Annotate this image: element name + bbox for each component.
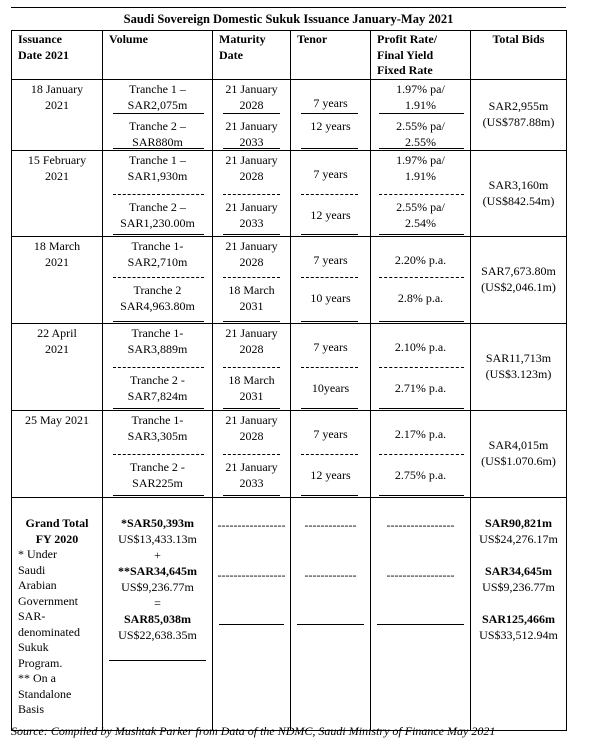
separator-line (379, 321, 464, 322)
volume-a: *SAR50,393m (120, 516, 194, 530)
separator-line (223, 234, 280, 235)
tranche-1-maturity: 21 January 2028 (225, 239, 278, 269)
tranche-2-volume: Tranche 2 - SAR7,824m (127, 373, 188, 403)
cell-box (213, 80, 290, 150)
dashed-separator (223, 454, 280, 455)
placeholder-dashes-1: ----------------- (217, 518, 286, 532)
dashed-separator (113, 367, 204, 368)
placeholder-dashes-1: ----------------- (386, 518, 455, 532)
tranche-1-tenor: 7 years (313, 427, 348, 441)
dashed-separator (223, 367, 280, 368)
volume-total: SAR85,038m (123, 612, 191, 626)
tranche-1-rate: 2.20% p.a. (394, 253, 447, 267)
separator-line (113, 495, 204, 496)
volume-cell (103, 80, 213, 151)
profit-rate-cell (371, 411, 471, 498)
total-bids-cell (471, 324, 567, 411)
tranche-1-tenor: 7 years (313, 253, 348, 267)
profit-rate-cell (371, 237, 471, 324)
issuance-date: 18 January 2021 (30, 82, 84, 112)
separator-line (301, 234, 358, 235)
volume-b: **SAR34,645m (117, 564, 197, 578)
dashed-separator (301, 194, 358, 195)
tranche-2-maturity: 18 March 2031 (228, 373, 275, 403)
tranche-2-rate: 2.55% pa/ 2.54% (396, 200, 445, 230)
tranche-1-volume: Tranche 1- SAR3,889m (127, 326, 188, 356)
separator-line (223, 113, 280, 114)
tranche-1-tenor: 7 years (313, 96, 348, 110)
profit-rate-cell (371, 80, 471, 151)
tranche-1-rate: 1.97% pa/ 1.91% (396, 82, 445, 112)
profit-rate-cell (371, 151, 471, 237)
issuance-date: 18 March 2021 (33, 239, 81, 269)
separator-line (379, 148, 464, 149)
table-row (12, 80, 567, 151)
dashed-separator (301, 277, 358, 278)
cell-box (291, 411, 370, 497)
separator-line (223, 495, 280, 496)
cell-box (12, 498, 102, 730)
separator-line (379, 495, 464, 496)
table-title: Saudi Sovereign Domestic Sukuk Issuance January-May 2021 (123, 12, 454, 26)
tranche-1-maturity: 21 January 2028 (225, 82, 278, 112)
header-issuance: Issuance Date 2021 (12, 31, 103, 80)
header-maturity: Maturity Date (213, 31, 291, 80)
cell-box (291, 498, 370, 730)
tranche-2-maturity: 18 March 2031 (228, 283, 275, 313)
tenor-cell (291, 411, 371, 498)
tranche-1-tenor: 7 years (313, 340, 348, 354)
dashed-separator (301, 454, 358, 455)
tranche-2-tenor: 12 years (310, 468, 351, 482)
cell-box (371, 151, 470, 236)
cell-box (103, 80, 212, 150)
placeholder-dashes-2: ------------- (304, 568, 357, 582)
separator-line (109, 660, 206, 661)
separator-line (301, 408, 358, 409)
dashed-separator (223, 277, 280, 278)
tranche-2-rate: 2.75% p.a. (394, 468, 447, 482)
cell-box (12, 237, 102, 323)
header-tenor: Tenor (291, 31, 371, 80)
maturity-cell (213, 151, 291, 237)
tranche-2-maturity: 21 January 2033 (225, 200, 278, 230)
separator-line (301, 495, 358, 496)
cell-box (12, 411, 102, 497)
grand-total-label: Grand Total FY 2020 (25, 516, 89, 546)
tranche-2-tenor: 10years (311, 381, 350, 395)
tranche-2-rate: 2.55% pa/ 2.55% (396, 119, 445, 149)
cell-box (103, 498, 212, 730)
separator-line (301, 321, 358, 322)
cell-box (103, 151, 212, 236)
cell-box (371, 237, 470, 323)
volume-total-usd: US$22,638.35m (118, 628, 197, 642)
tranche-2-tenor: 12 years (310, 119, 351, 133)
total-bids-cell (471, 151, 567, 237)
volume-cell (103, 411, 213, 498)
separator-line (223, 321, 280, 322)
volume-cell (103, 324, 213, 411)
separator-line (379, 113, 464, 114)
table-row (12, 237, 567, 324)
cell-box (213, 324, 290, 410)
header-bids: Total Bids (471, 31, 567, 80)
cell-box (471, 151, 566, 236)
grand-total-footnote: * Under Saudi Arabian Government SAR- denominated Sukuk Program. ** On a Standalone Basis (18, 547, 80, 716)
tranche-2-maturity: 21 January 2033 (225, 460, 278, 490)
grand-total-bids-cell (471, 498, 567, 731)
separator-line (223, 148, 280, 149)
maturity-cell (213, 411, 291, 498)
issuance-date: 25 May 2021 (25, 413, 89, 427)
tranche-1-rate: 2.17% p.a. (394, 427, 447, 441)
dashed-separator (113, 454, 204, 455)
cell-box (12, 80, 102, 150)
header-volume: Volume (103, 31, 213, 80)
maturity-cell (213, 237, 291, 324)
cell-box (103, 411, 212, 497)
separator-line (379, 408, 464, 409)
cell-box (213, 498, 290, 730)
tranche-1-tenor: 7 years (313, 167, 348, 181)
table-row (12, 151, 567, 237)
tranche-1-volume: Tranche 1- SAR2,710m (127, 239, 188, 269)
equals-sign: = (154, 596, 161, 610)
tranche-1-volume: Tranche 1 – SAR2,075m (127, 82, 188, 112)
cell-box (291, 324, 370, 410)
header-profit: Profit Rate/ Final Yield Fixed Rate (371, 31, 471, 80)
cell-box (371, 324, 470, 410)
table-row (12, 324, 567, 411)
plus-sign: + (154, 548, 161, 562)
separator-line (113, 321, 204, 322)
total-bids: SAR3,160m (US$842.54m) (482, 178, 555, 208)
cell-box (471, 411, 566, 497)
total-bids-cell (471, 411, 567, 498)
bids-b: SAR34,645m (484, 564, 552, 578)
separator-line (113, 148, 204, 149)
cell-box (213, 151, 290, 236)
separator-line (301, 113, 358, 114)
grand-total-tenor-cell (291, 498, 371, 731)
tranche-1-maturity: 21 January 2028 (225, 153, 278, 183)
sukuk-table (11, 30, 567, 731)
separator-line (377, 624, 464, 625)
separator-line (113, 234, 204, 235)
issuance-date-cell (12, 237, 103, 324)
dashed-separator (379, 367, 464, 368)
grand-total-volume-cell (103, 498, 213, 731)
placeholder-dashes-1: ------------- (304, 518, 357, 532)
bids-a-usd: US$24,276.17m (479, 532, 558, 546)
placeholder-dashes-2: ----------------- (386, 568, 455, 582)
dashed-separator (223, 194, 280, 195)
separator-line (113, 113, 204, 114)
tenor-cell (291, 324, 371, 411)
volume-cell (103, 151, 213, 237)
issuance-date-cell (12, 80, 103, 151)
header-row (12, 31, 567, 80)
tranche-1-volume: Tranche 1- SAR3,305m (127, 413, 188, 443)
dashed-separator (379, 277, 464, 278)
placeholder-dashes-2: ----------------- (217, 568, 286, 582)
volume-cell (103, 237, 213, 324)
bids-total-usd: US$33,512.94m (479, 628, 558, 642)
tranche-2-volume: Tranche 2 – SAR880m (129, 119, 186, 149)
cell-box (471, 498, 566, 730)
issuance-date: 22 April 2021 (37, 326, 77, 356)
maturity-cell (213, 80, 291, 151)
tranche-2-volume: Tranche 2 SAR4,963.80m (120, 283, 195, 313)
grand-total-label-cell (12, 498, 103, 731)
dashed-separator (379, 194, 464, 195)
cell-box (213, 237, 290, 323)
cell-box (103, 237, 212, 323)
tranche-2-tenor: 10 years (310, 291, 351, 305)
tranche-1-maturity: 21 January 2028 (225, 413, 278, 443)
cell-box (291, 80, 370, 150)
separator-line (219, 624, 284, 625)
cell-box (291, 151, 370, 236)
grand-total-maturity-cell (213, 498, 291, 731)
cell-box (291, 237, 370, 323)
cell-box (371, 498, 470, 730)
cell-box (103, 324, 212, 410)
dashed-separator (113, 194, 204, 195)
top-rule (11, 7, 566, 8)
volume-a-usd: US$13,433.13m (118, 532, 197, 546)
volume-b-usd: US$9,236.77m (121, 580, 194, 594)
cell-box (213, 411, 290, 497)
cell-box (12, 324, 102, 410)
issuance-date-cell (12, 411, 103, 498)
source-note: Source: Compiled by Mushtak Parker from Data of the NDMC, Saudi Ministry of Finance May 2021 (11, 724, 496, 738)
issuance-date-cell (12, 324, 103, 411)
dashed-separator (379, 454, 464, 455)
cell-box (471, 80, 566, 150)
separator-line (223, 408, 280, 409)
tenor-cell (291, 80, 371, 151)
dashed-separator (301, 367, 358, 368)
separator-line (297, 624, 364, 625)
separator-line (113, 408, 204, 409)
total-bids-cell (471, 237, 567, 324)
bids-total: SAR125,466m (481, 612, 555, 626)
maturity-cell (213, 324, 291, 411)
grand-total-profit-rate-cell (371, 498, 471, 731)
dashed-separator (113, 277, 204, 278)
separator-line (301, 148, 358, 149)
tranche-2-maturity: 21 January 2033 (225, 119, 278, 149)
issuance-date-cell (12, 151, 103, 237)
total-bids: SAR4,015m (US$1.070.6m) (481, 438, 556, 468)
bids-a: SAR90,821m (484, 516, 552, 530)
tranche-2-rate: 2.8% p.a. (397, 291, 444, 305)
tranche-1-maturity: 21 January 2028 (225, 326, 278, 356)
tenor-cell (291, 237, 371, 324)
cell-box (471, 324, 566, 410)
tranche-2-volume: Tranche 2 - SAR225m (130, 460, 185, 490)
cell-box (12, 151, 102, 236)
tranche-2-tenor: 12 years (310, 208, 351, 222)
grand-total-row (12, 498, 567, 731)
total-bids: SAR2,955m (US$787.88m) (482, 99, 555, 129)
table-row (12, 411, 567, 498)
tranche-1-rate: 1.97% pa/ 1.91% (396, 153, 445, 183)
issuance-date: 15 February 2021 (27, 153, 87, 183)
tenor-cell (291, 151, 371, 237)
tranche-2-rate: 2.71% p.a. (394, 381, 447, 395)
cell-box (371, 411, 470, 497)
cell-box (471, 237, 566, 323)
tranche-1-rate: 2.10% p.a. (394, 340, 447, 354)
tranche-1-volume: Tranche 1 – SAR1,930m (127, 153, 188, 183)
total-bids-cell (471, 80, 567, 151)
bids-b-usd: US$9,236.77m (482, 580, 555, 594)
total-bids: SAR11,713m (US$3.123m) (485, 351, 552, 381)
cell-box (371, 80, 470, 150)
separator-line (379, 234, 464, 235)
tranche-2-volume: Tranche 2 – SAR1,230.00m (120, 200, 195, 230)
profit-rate-cell (371, 324, 471, 411)
total-bids: SAR7,673.80m (US$2,046.1m) (481, 264, 556, 294)
